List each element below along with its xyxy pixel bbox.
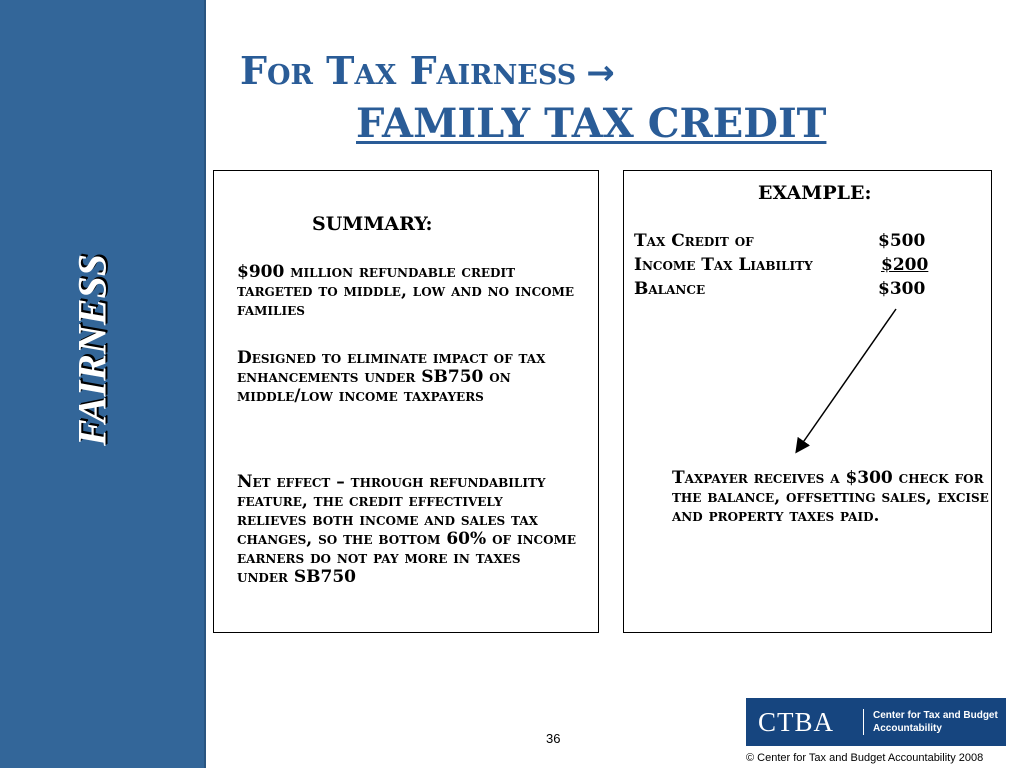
slide-title-line2: FAMILY TAX CREDIT — [356, 100, 827, 147]
example-row-amount: $500 — [878, 231, 926, 251]
summary-heading: SUMMARY: — [312, 213, 433, 235]
summary-box — [213, 170, 599, 633]
example-row-label: Balance — [634, 279, 706, 299]
copyright-notice: © Center for Tax and Budget Accountability 2008 — [746, 752, 984, 764]
example-row-amount: $200 — [881, 255, 929, 275]
logo-divider — [863, 709, 864, 735]
example-row-label: Tax Credit of — [634, 231, 754, 251]
logo-subtitle: Center for Tax and Budget Accountability — [873, 710, 998, 734]
page-number: 36 — [546, 731, 561, 746]
right-arrow-icon: → — [586, 53, 615, 93]
ctba-logo — [746, 698, 1006, 746]
example-heading: EXAMPLE: — [758, 182, 872, 204]
sidebar-divider — [204, 0, 206, 768]
title-line1-text: For Tax Fairness — [240, 48, 577, 93]
slide-title-line1 — [240, 48, 615, 93]
summary-paragraph: Designed to eliminate impact of tax enhancements under SB750 on middle/low income taxpayers — [237, 348, 546, 406]
example-row-amount: $300 — [878, 279, 926, 299]
example-box — [623, 170, 992, 633]
logo-text: CTBA — [758, 707, 835, 737]
sidebar-vertical-label: FAIRNESS — [69, 254, 115, 446]
example-row-label: Income Tax Liability — [634, 255, 813, 275]
balance-arrow-icon — [624, 171, 991, 632]
summary-paragraph: $900 million refundable credit targeted to middle, low and no income families — [237, 262, 575, 320]
example-result-text: Taxpayer receives a $300 check for the balance, offsetting sales, excise and property taxes paid. — [672, 468, 989, 526]
summary-paragraph: Net effect – through refundability feature, the credit effectively relieves both income and sales tax changes, so the bottom 60% of income earners do not pay more in taxes under SB750 — [237, 472, 576, 587]
